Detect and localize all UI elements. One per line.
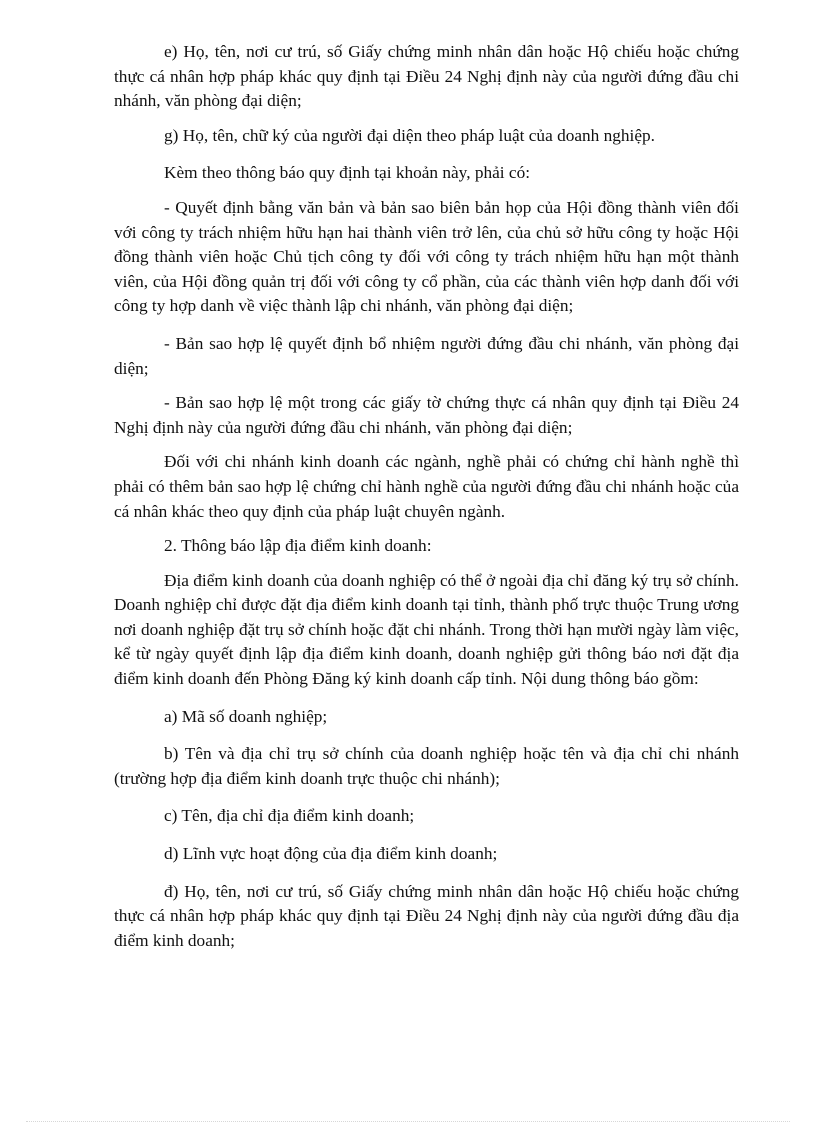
paragraph-business-location: Địa điểm kinh doanh của doanh nghiệp có thể ở ngoài địa chỉ đăng ký trụ sở chính. Doanh nghiệp chỉ được đặt địa điểm kinh doanh tại tỉnh, thành phố trực thuộc Trung ương nơi doanh nghiệp đặt trụ sở chính hoặc đặt chi nhánh. Trong thời hạn mười ngày làm việc, kể từ ngày quyết định lập địa điểm kinh doanh, doanh nghiệp gửi thông báo nơi đặt địa điểm kinh doanh đến Phòng Đăng ký kinh doanh cấp tỉnh. Nội dung thông báo gồm: [114,570,739,689]
paragraph-item-dd: đ) Họ, tên, nơi cư trú, số Giấy chứng minh nhân dân hoặc Hộ chiếu hoặc chứng thực cá nhân hợp pháp khác quy định tại Điều 24 Nghị định này của người đứng đầu địa điểm kinh doanh; [114,881,739,950]
paragraph-item-c: c) Tên, địa chỉ địa điểm kinh doanh; [164,806,415,826]
paragraph-identity-copy: - Bản sao hợp lệ một trong các giấy tờ chứng thực cá nhân quy định tại Điều 24 Nghị định này của người đứng đầu chi nhánh, văn phòng đại diện; [114,393,739,437]
paragraph-item-e: e) Họ, tên, nơi cư trú, số Giấy chứng minh nhân dân hoặc Hộ chiếu hoặc chứng thực cá nhân hợp pháp khác quy định tại Điều 24 Nghị định này của người đứng đầu chi nhánh, văn phòng đại diện; [114,42,739,111]
paragraph-item-d: d) Lĩnh vực hoạt động của địa điểm kinh doanh; [164,844,498,864]
section-heading-business-location: 2. Thông báo lập địa điểm kinh doanh: [164,536,432,556]
paragraph-attachments-intro: Kèm theo thông báo quy định tại khoản này, phải có: [164,163,531,183]
paragraph-item-g: g) Họ, tên, chữ ký của người đại diện theo pháp luật của doanh nghiệp. [164,125,655,145]
paragraph-decision-document: - Quyết định bằng văn bản và bản sao biên bản họp của Hội đồng thành viên đối với công ty trách nhiệm hữu hạn hai thành viên trở lên, của chủ sở hữu công ty hoặc Hội đồng thành viên hoặc Chủ tịch công ty đối với công ty trách nhiệm hữu hạn một thành viên, của Hội đồng quản trị đối với công ty cổ phần, của các thành viên hợp danh đối với công ty hợp danh về việc thành lập chi nhánh, văn phòng đại diện; [114,197,739,316]
paragraph-appointment-copy: - Bản sao hợp lệ quyết định bổ nhiệm người đứng đầu chi nhánh, văn phòng đại diện; [114,333,739,378]
paragraph-practice-certificate: Đối với chi nhánh kinh doanh các ngành, nghề phải có chứng chỉ hành nghề thì phải có thêm bản sao hợp lệ chứng chỉ hành nghề của người đứng đầu chi nhánh hoặc của cá nhân khác theo quy định của pháp luật chuyên ngành. [114,452,739,521]
paragraph-item-a: a) Mã số doanh nghiệp; [164,706,328,726]
paragraph-item-b: b) Tên và địa chỉ trụ sở chính của doanh nghiệp hoặc tên và địa chỉ chi nhánh (trường hợp địa điểm kinh doanh trực thuộc chi nhánh); [114,744,739,788]
page-bottom-divider [26,1121,790,1122]
document-page [114,40,739,963]
